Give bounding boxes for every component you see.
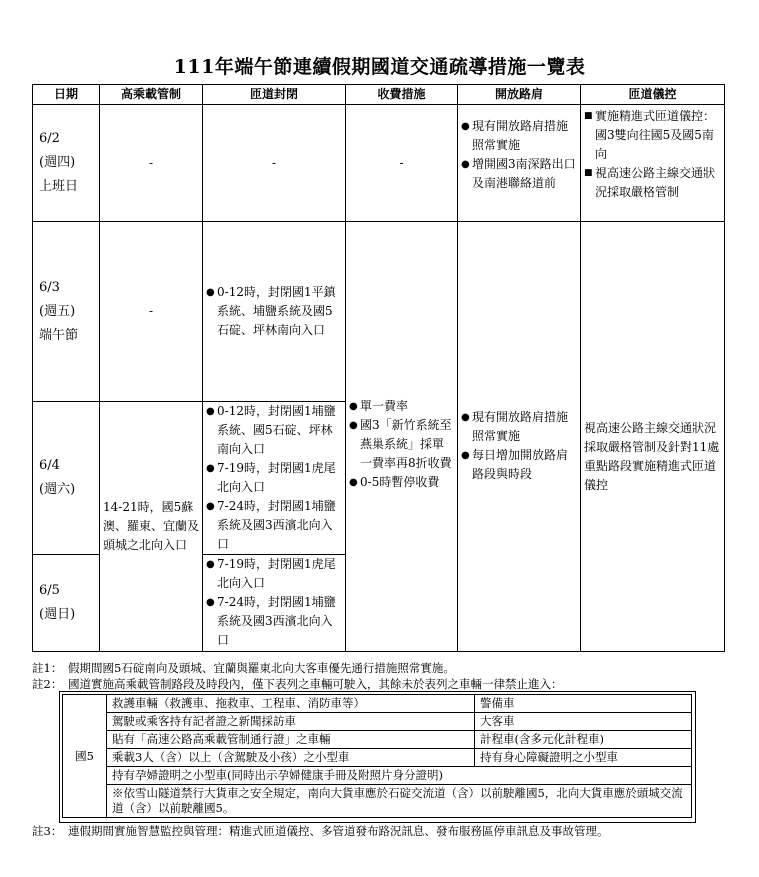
vehicle-item: 警備車 xyxy=(475,695,692,713)
table-row xyxy=(33,105,725,222)
list-item: ● 增開國3南深路出口及南港聯絡道前 xyxy=(461,155,577,193)
list-item: ● 7-19時，封閉國1虎尾北向入口 xyxy=(206,555,342,593)
list-item: ● 0-12時，封閉國1埔鹽系統、國5石碇、坪林南向入口 xyxy=(206,402,342,459)
table-row xyxy=(33,222,725,402)
note-3 xyxy=(32,823,732,839)
vehicle-item: 貼有「高速公路高乘載管制通行證」之車輛 xyxy=(107,731,475,749)
list-item: ● 7-19時，封閉國1虎尾北向入口 xyxy=(206,459,342,497)
vehicle-item: 大客車 xyxy=(475,713,692,731)
list-item: ● 現有開放路肩措施照常實施 xyxy=(461,408,577,446)
toll-cell: - xyxy=(346,105,458,222)
note-2 xyxy=(32,676,732,692)
vehicle-item: 計程車(含多元化計程車) xyxy=(475,731,692,749)
header-row xyxy=(33,85,725,105)
note-tag: 註3： xyxy=(32,824,63,838)
note-tag: 註2： xyxy=(32,677,63,691)
list-item: ● 0-5時暫停收費 xyxy=(349,473,454,492)
note-text: 連假期間實施智慧監控與管理：精進式匝道儀控、多管道發布路況訊息、發布服務區停車訊息及事故管理。 xyxy=(68,824,609,838)
meter-cell xyxy=(581,105,725,222)
vehicle-remark: ※依雪山隧道禁行大貨車之安全規定，南向大貨車應於石碇交流道（含）以前駛離國5，北向大貨車應於頭城交流道（含）以前駛離國5。 xyxy=(107,785,692,818)
note-tag: 註1： xyxy=(32,661,63,675)
list-item: ■ 視高速公路主線交通狀況採取嚴格管制 xyxy=(584,164,721,202)
date-cell: 6/2 (週四) 上班日 xyxy=(33,105,100,222)
note-text: 假期間國5石碇南向及頭城、宜蘭與羅東北向大客車優先通行措施照常實施。 xyxy=(68,661,455,675)
header-hov: 高乘載管制 xyxy=(100,85,203,105)
list-item: ● 0-12時，封閉國1平鎮系統、埔鹽系統及國5石碇、坪林南向入口 xyxy=(206,283,342,340)
list-item: ■ 實施精進式匝道儀控：國3雙向往國5及國5南向 xyxy=(584,107,721,164)
vehicle-item: 救護車輛（救護車、拖救車、工程車、消防車等） xyxy=(107,695,475,713)
ramp-cell xyxy=(203,555,346,652)
date-cell: 6/5 (週日) xyxy=(33,555,100,652)
list-item: ● 現有開放路肩措施照常實施 xyxy=(461,117,577,155)
list-item: ● 單一費率 xyxy=(349,397,454,416)
list-item: ● 7-24時，封閉國1埔鹽系統及國3西濱北向入口 xyxy=(206,593,342,650)
hov-cell: - xyxy=(100,105,203,222)
date-cell: 6/3 (週五) 端午節 xyxy=(33,222,100,402)
header-shoulder: 開放路肩 xyxy=(458,85,581,105)
toll-cell-shared xyxy=(346,222,458,652)
note-1 xyxy=(32,660,732,676)
vehicle-label: 國5 xyxy=(63,695,107,818)
header-toll: 收費措施 xyxy=(346,85,458,105)
vehicle-table xyxy=(62,694,692,818)
ramp-cell xyxy=(203,222,346,402)
shoulder-cell-shared xyxy=(458,222,581,652)
meter-cell-shared: 視高速公路主線交通狀況採取嚴格管制及針對11處重點路段實施精進式匝道儀控 xyxy=(581,222,725,652)
date-cell: 6/4 (週六) xyxy=(33,402,100,555)
page-title: 111年端午節連續假期國道交通疏導措施一覽表 xyxy=(173,56,586,78)
vehicle-item: 乘載3人（含）以上（含駕駛及小孩）之小型車 xyxy=(107,749,475,767)
list-item: ● 國3「新竹系統至燕巢系統」採單一費率再8折收費 xyxy=(349,416,454,473)
header-ramp-meter: 匝道儀控 xyxy=(581,85,725,105)
header-ramp-closure: 匝道封閉 xyxy=(203,85,346,105)
hov-cell-shared: 14-21時，國5蘇澳、羅東、宜蘭及頭城之北向入口 xyxy=(100,402,203,652)
vehicle-item: 駕駛或乘客持有記者證之新聞採訪車 xyxy=(107,713,475,731)
ramp-cell: - xyxy=(203,105,346,222)
header-date: 日期 xyxy=(33,85,100,105)
note-text: 國道實施高乘載管制路段及時段內，僅下表列之車輛可駛入，其餘未於表列之車輛一律禁止進入： xyxy=(68,677,563,691)
shoulder-cell xyxy=(458,105,581,222)
hov-cell: - xyxy=(100,222,203,402)
vehicle-item: 持有身心障礙證明之小型車 xyxy=(475,749,692,767)
ramp-cell xyxy=(203,402,346,555)
list-item: ● 每日增加開放路肩路段與時段 xyxy=(461,446,577,484)
measures-table xyxy=(32,84,725,652)
list-item: ● 7-24時，封閉國1埔鹽系統及國3西濱北向入口 xyxy=(206,497,342,554)
vehicle-item: 持有孕婦證明之小型車(同時出示孕婦健康手冊及附照片身分證明) xyxy=(107,767,692,785)
